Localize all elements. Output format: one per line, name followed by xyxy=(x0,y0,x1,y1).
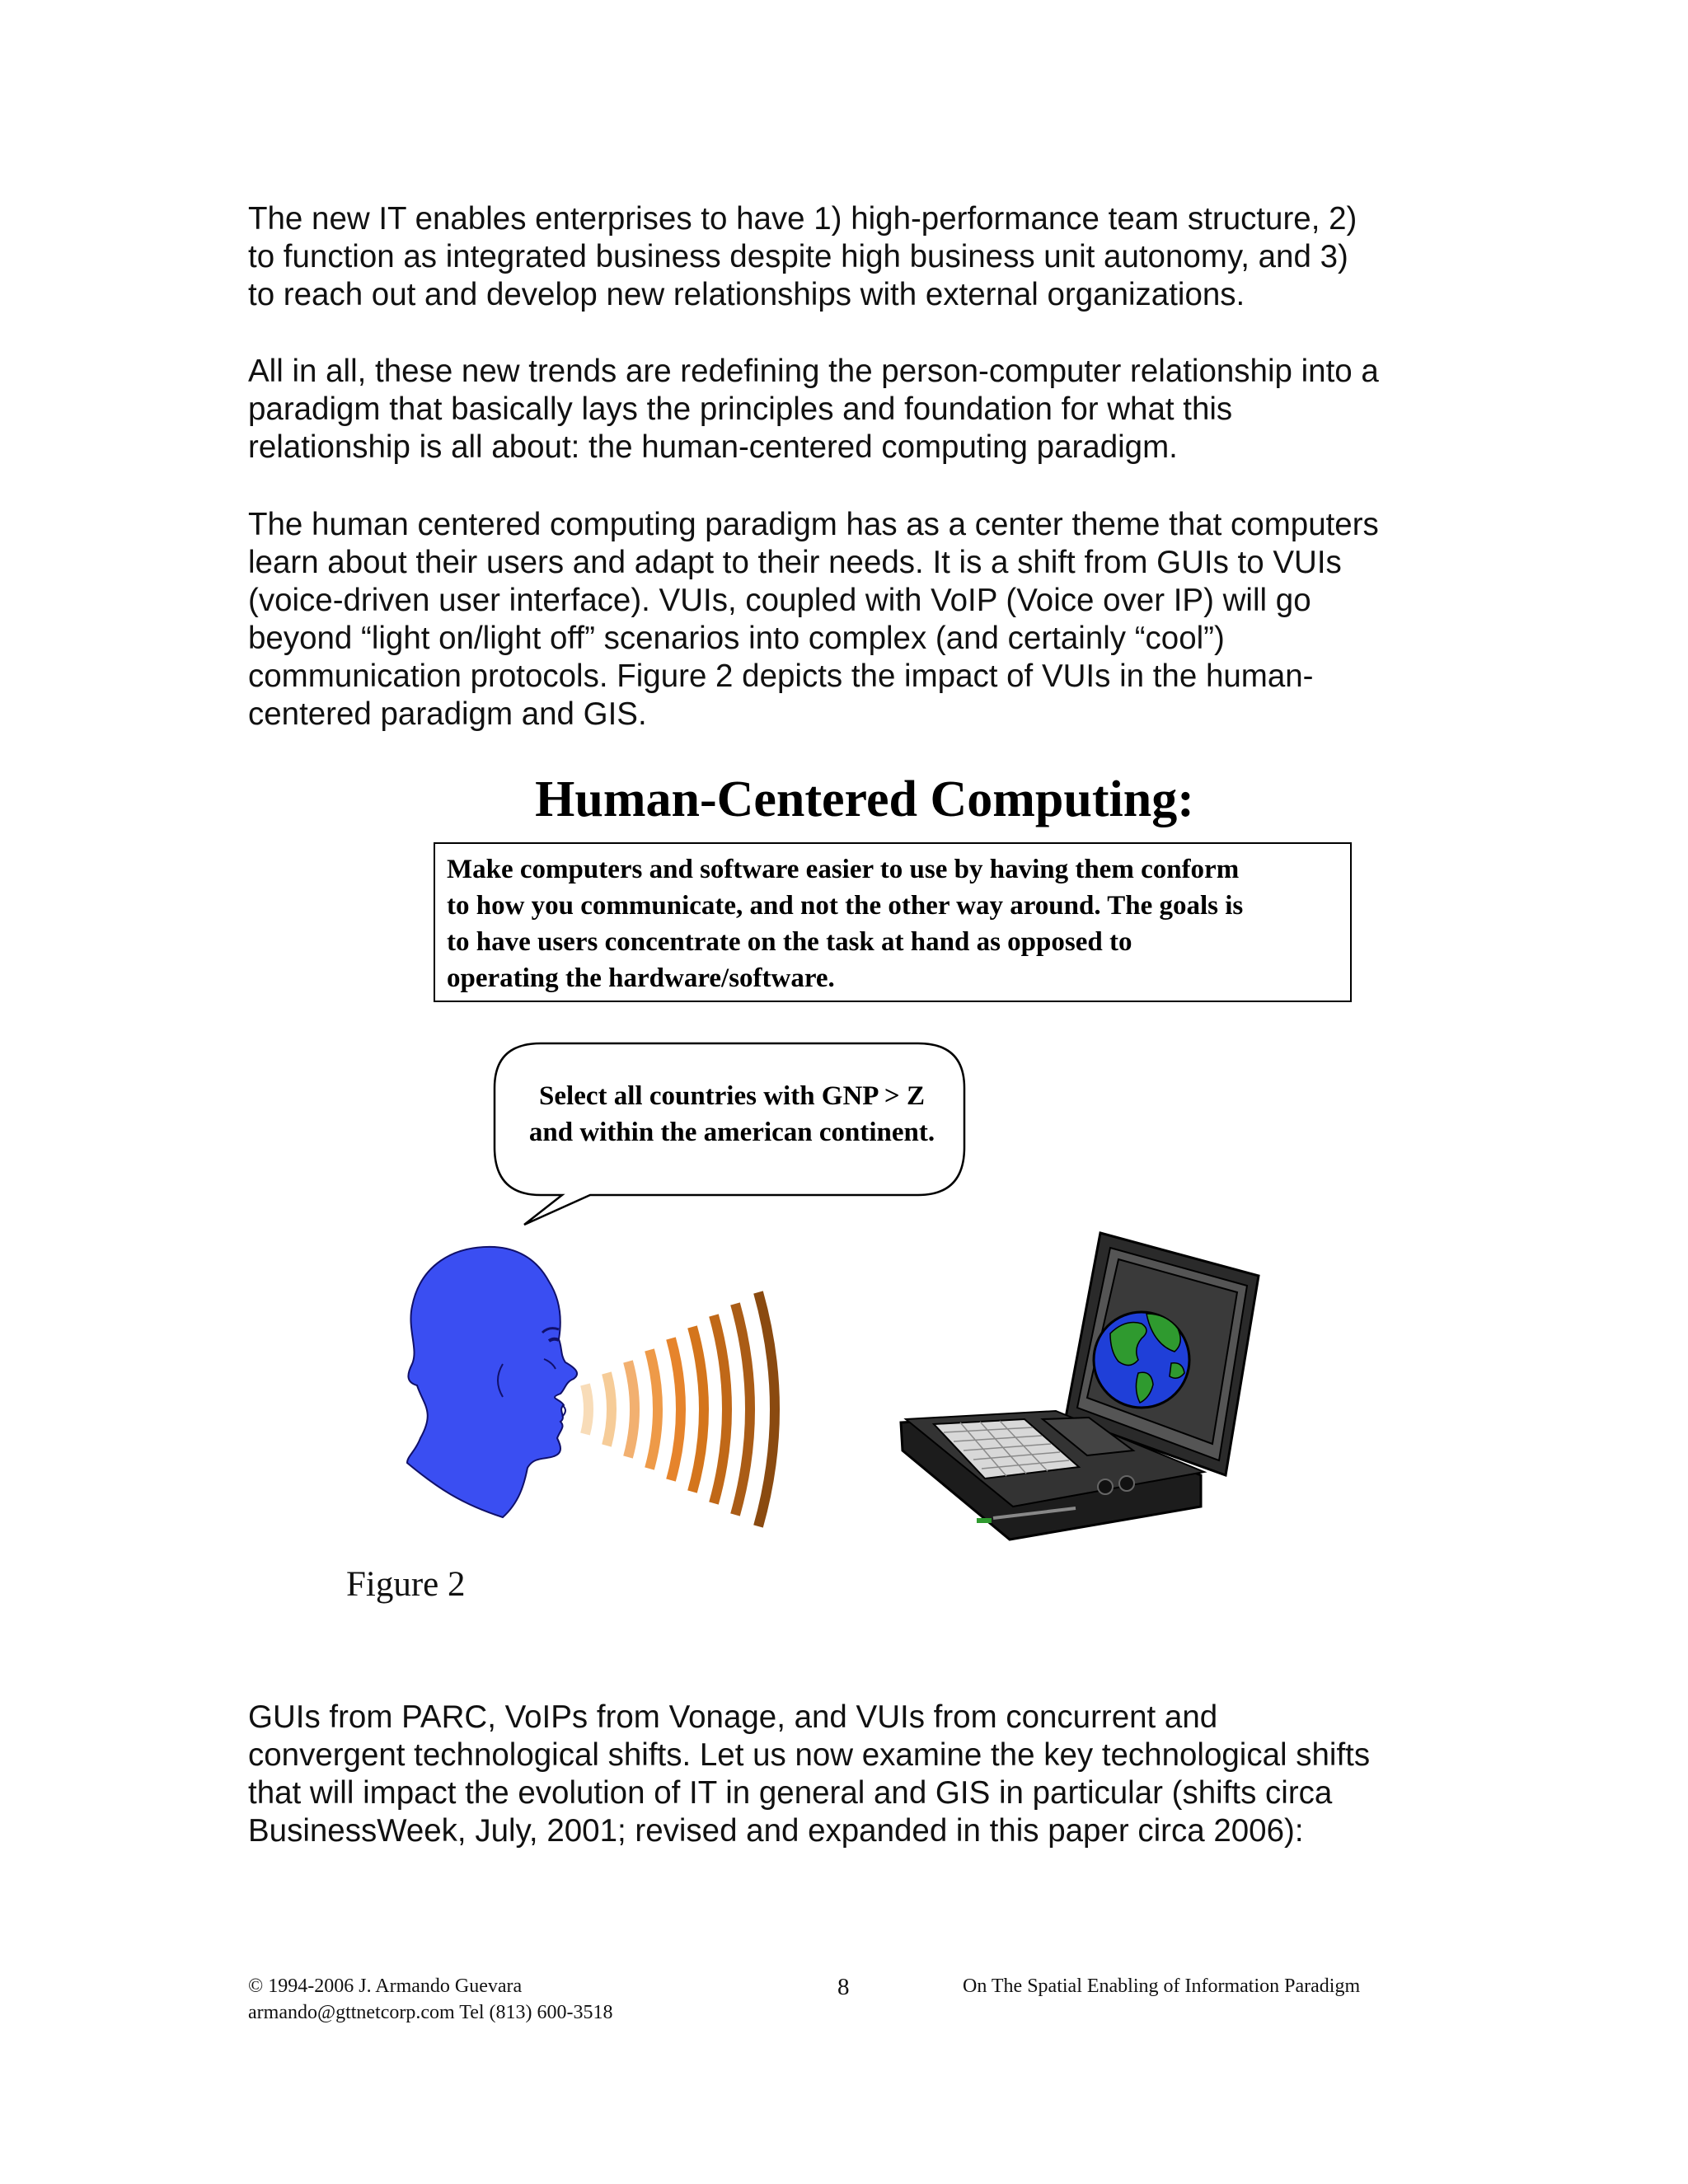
sound-wave-4 xyxy=(649,1350,658,1469)
laptop-icon xyxy=(894,1228,1265,1549)
sound-wave-1 xyxy=(585,1385,588,1434)
paragraph-4: GUIs from PARC, VoIPs from Vonage, and VUIs from concurrent and convergent technological shifts. Let us now examine the key technological shifts that will impact the evolution of IT in general and GIS in particular (shifts circa BusinessWeek, July, 2001; revised and expanded in this paper circa 2006): xyxy=(248,1699,1371,1849)
footer-copyright: © 1994-2006 J. Armando Guevara xyxy=(248,1975,523,1997)
paragraph-1: The new IT enables enterprises to have 1) high-performance team structure, 2) to function as integrated business despite high business unit autonomy, and 3) to reach out and develop new relationships with external organizations. xyxy=(248,201,1357,312)
footer-contact: armando@gttnetcorp.com Tel (813) 600-3518 xyxy=(248,2002,613,2023)
sound-wave-2 xyxy=(607,1373,612,1446)
page-number: 8 xyxy=(837,1974,850,2000)
paragraph-2: All in all, these new trends are redefining the person-computer relationship into a paradigm that basically lays the principles and foundation for what this relationship is all about: the human-centered computing paradigm. xyxy=(248,354,1379,465)
sound-wave-8 xyxy=(735,1304,750,1515)
sound-wave-9 xyxy=(758,1292,775,1526)
figure-definition-box: Make computers and software easier to use by having them conform to how you communicate, and not the other way around. The goals is to have users concentrate on the task at hand as opposed to operating the hardware/software. xyxy=(434,842,1352,1002)
sound-waves-icon xyxy=(577,1286,816,1533)
figure-title: Human-Centered Computing: xyxy=(535,771,1194,827)
sound-wave-5 xyxy=(671,1338,681,1480)
figure-caption: Figure 2 xyxy=(346,1565,466,1604)
paragraph-3: The human centered computing paradigm has as a center theme that computers learn about their users and adapt to their needs. It is a shift from GUIs to VUIs (voice-driven user interface). VUIs, coupled with VoIP (Voice over IP) will go beyond “light on/light off” scenarios into complex (and certainly “cool”) communication protocols. Figure 2 depicts the impact of VUIs in the human- centered paradigm and GIS. xyxy=(248,507,1379,732)
sound-wave-3 xyxy=(628,1361,635,1457)
sound-wave-7 xyxy=(714,1315,727,1503)
speaking-head-icon xyxy=(404,1240,593,1521)
footer-doc-title: On The Spatial Enabling of Information Paradigm xyxy=(963,1975,1361,1997)
speech-bubble-text: Select all countries with GNP > Z and within the american continent. xyxy=(528,1081,935,1147)
sound-wave-6 xyxy=(692,1327,704,1492)
globe-icon xyxy=(1094,1312,1189,1408)
